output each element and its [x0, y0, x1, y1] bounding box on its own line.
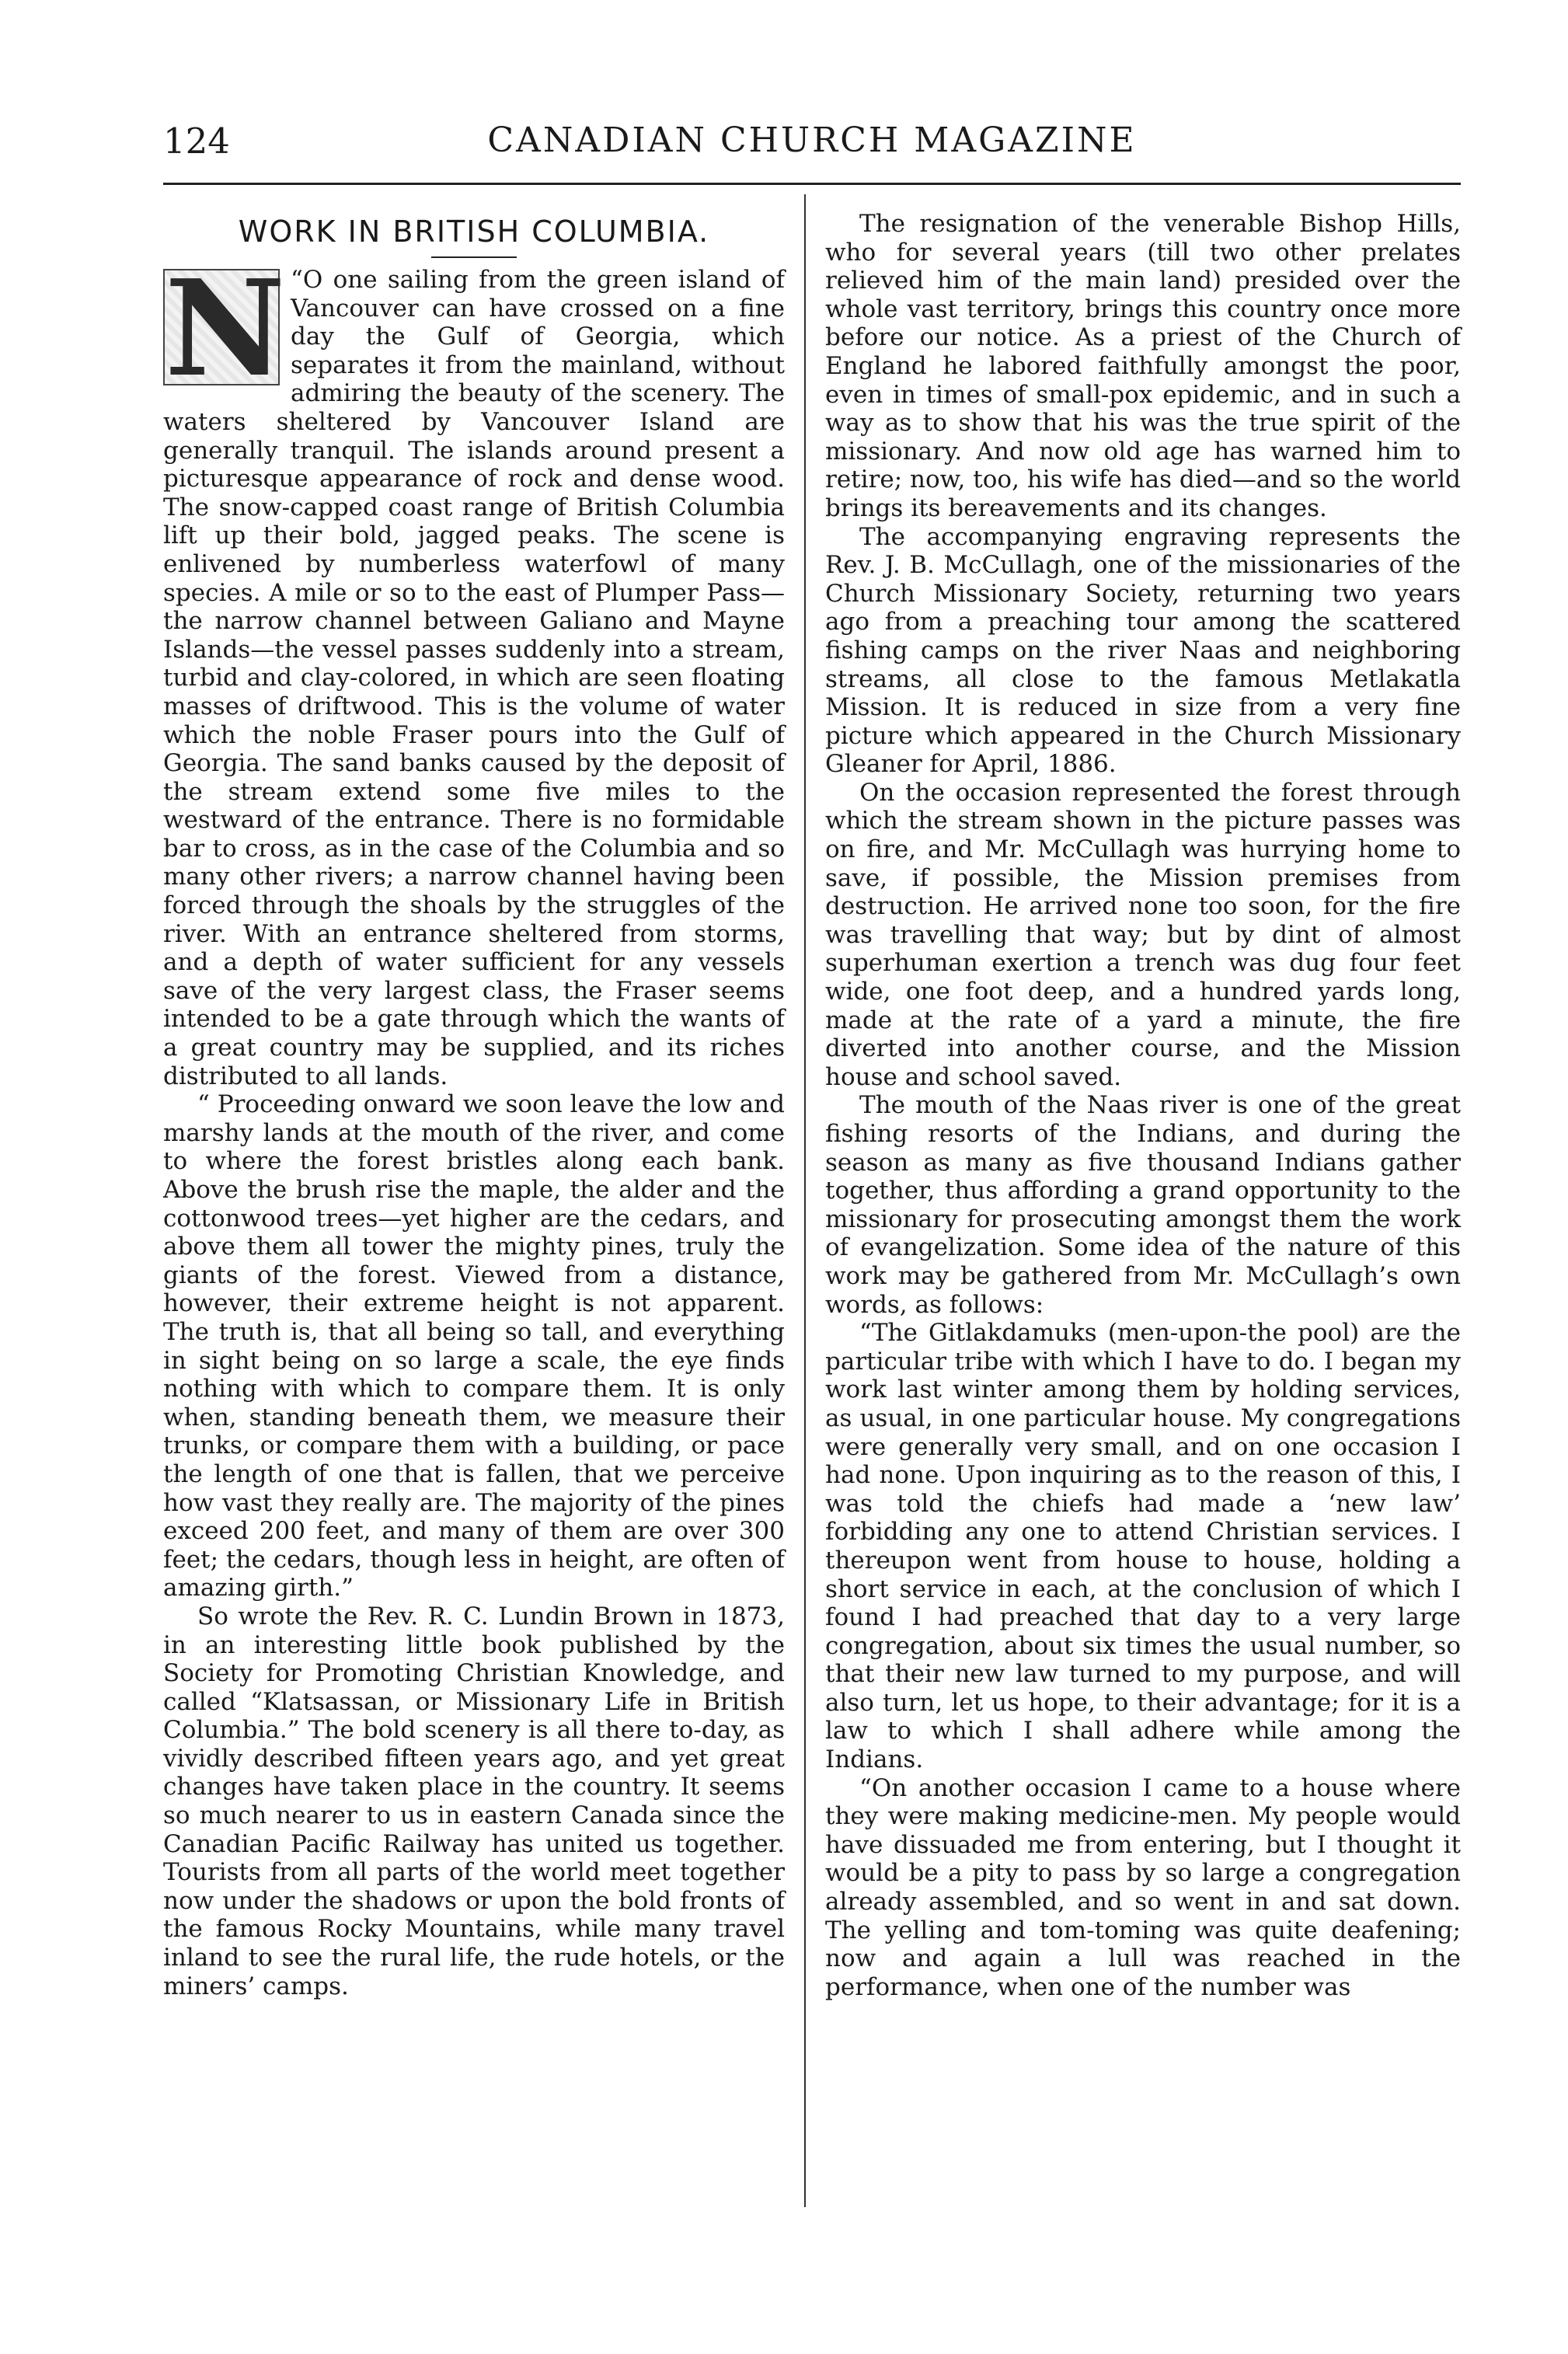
- article-title: WORK IN BRITISH COLUMBIA.: [238, 214, 710, 249]
- title-rule: [431, 256, 517, 258]
- running-title: CANADIAN CHURCH MAGAZINE: [487, 120, 1137, 160]
- left-column: [163, 210, 785, 2000]
- header-rule: [163, 183, 1461, 185]
- dropcap-initial: N: [165, 251, 286, 406]
- right-column: [825, 210, 1461, 2001]
- page-number: 124: [163, 120, 230, 162]
- paragraph: “On another occasion I came to a house where they were making medicine-men. My people would have dissuaded me from entering, but I thought it would be a pity to pass by so large a congregation already assembled, and so went in and sat down. The yelling and tom-toming was quite deafening; now and again a lull was reached in the performance, when one of the number was: [825, 1773, 1461, 2001]
- paragraph: “The Gitlakdamuks (men-upon-the pool) are the particular tribe with which I have to do. I began my work last winter among them by holding services, as usual, in one particular house. My congregations were generally very small, and on one occasion I had none. Upon inquiring as to the reason of this, I was told the chiefs had made a ‘new law’ forbidding any one to attend Christian services. I thereupon went from house to house, holding a short service in each, at the conclusion of which I found I had preached that day to a very large congregation, about six times the usual number, so that their new law turned to my purpose, and will also turn, let us hope, to their advantage; for it is a law to which I shall adhere while among the Indians.: [825, 1319, 1461, 1774]
- paragraph: So wrote the Rev. R. C. Lundin Brown in 1873, in an interesting little book published by the Society for Promoting Christian Knowledge, and called “Klatsassan, or Missionary Life in British Columbia.” The bold scenery is all there to-day, as vividly described fifteen years ago, and yet great changes have taken place in the country. It seems so much nearer to us in eastern Canada since the Canadian Pacific Railway has united us together. Tourists from all parts of the world meet together now under the shadows or upon the bold fronts of the famous Rocky Mountains, while many travel inland to see the rural life, the rude hotels, or the miners’ camps.: [163, 1602, 785, 2000]
- page-header: [163, 120, 1461, 183]
- paragraph-text: “O one sailing from the green island of Vancouver can have crossed on a fine day the Gulf of Georgia, which separates it from the mainland, without admiring the beauty of the scenery. The waters sheltered by Vancouver Island are generally tranquil. The islands around present a picturesque appearance of rock and dense wood. The snow-capped coast range of British Columbia lift up their bold, jagged peaks. The scene is enlivened by numberless waterfowl of many species. A mile or so to the east of Plumper Pass—the narrow channel between Galiano and Mayne Islands—the vessel passes suddenly into a stream, turbid and clay-colored, in which are seen floating masses of driftwood. This is the volume of water which the noble Fraser pours into the Gulf of Georgia. The sand banks caused by the deposit of the stream extend some five miles to the westward of the entrance. There is no formidable bar to cross, as in the case of the Columbia and so many other rivers; a narrow channel having been forced through the shoals by the struggles of the river. With an entrance sheltered from storms, and a depth of water sufficient for any vessels save of the very largest class, the Fraser seems intended to be a gate through which the wants of a great country may be supplied, and its riches distributed to all lands.: [163, 266, 785, 1090]
- paragraph: On the occasion represented the forest through which the stream shown in the picture passes was on fire, and Mr. McCullagh was hurrying home to save, if possible, the Mission premises from destruction. He arrived none too soon, for the fire was travelling that way; but by dint of almost superhuman exertion a trench was dug four feet wide, one foot deep, and a hundred yards long, made at the rate of a yard a minute, the fire diverted into another course, and the Mission house and school saved.: [825, 778, 1461, 1091]
- paragraph: The accompanying engraving represents the Rev. J. B. McCullagh, one of the missionaries of the Church Missionary Society, returning two years ago from a preaching tour among the scattered fishing camps on the river Naas and neighboring streams, all close to the famous Metlakatla Mission. It is reduced in size from a very fine picture which appeared in the Church Missionary Gleaner for April, 1886.: [825, 522, 1461, 779]
- paragraph: The resignation of the venerable Bishop Hills, who for several years (till two other prelates relieved him of the main land) presided over the whole vast territory, brings this country once more before our notice. As a priest of the Church of England he labored faithfully amongst the poor, even in times of small-pox epidemic, and in such a way as to show that his was the true spirit of the missionary. And now old age has warned him to retire; now, too, his wife has died—and so the world brings its bereavements and its changes.: [825, 210, 1461, 522]
- paragraph: [163, 251, 785, 1090]
- paragraph: The mouth of the Naas river is one of the great fishing resorts of the Indians, and during the season as many as five thousand Indians gather together, thus affording a grand opportunity to the missionary for prosecuting amongst them the work of evangelization. Some idea of the nature of this work may be gathered from Mr. McCullagh’s own words, as follows:: [825, 1091, 1461, 1319]
- paragraph: “ Proceeding onward we soon leave the low and marshy lands at the mouth of the river, and come to where the forest bristles along each bank. Above the brush rise the maple, the alder and the cottonwood trees—yet higher are the cedars, and above them all tower the mighty pines, truly the giants of the forest. Viewed from a distance, however, their extreme height is not apparent. The truth is, that all being so tall, and everything in sight being on so large a scale, the eye finds nothing with which to compare them. It is only when, standing beneath them, we measure their trunks, or compare them with a building, or pace the length of one that is fallen, that we perceive how vast they really are. The majority of the pines exceed 200 feet, and many of them are over 300 feet; the cedars, though less in height, are often of amazing girth.”: [163, 1090, 785, 1602]
- column-divider: [804, 194, 806, 2207]
